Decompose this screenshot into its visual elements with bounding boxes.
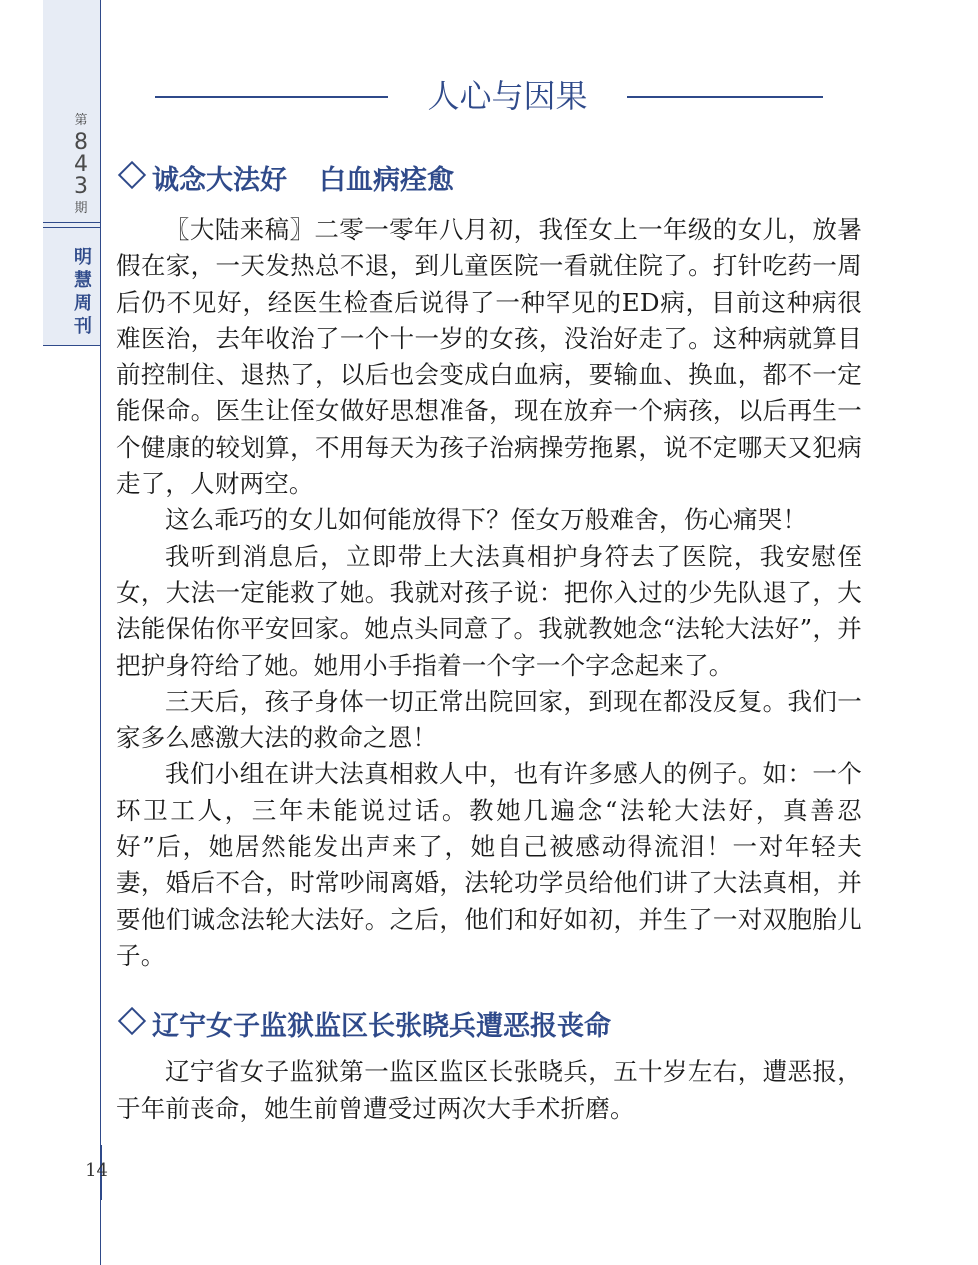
paragraph: 我们小组在讲大法真相救人中，也有许多感人的例子。如：一个环卫工人，三年未能说过话。教她几遍念“法轮大法好，真善忍好”后，她居然能发出声来了，她自己被感动得流泪！一对年轻夫妻，婚后不合，时常吵闹离婚，法轮功学员给他们讲了大法真相，并要他们诚念法轮大法好。之后，他们和好如初，并生了一对双胞胎儿子。: [116, 759, 862, 970]
issue-digit: 8: [74, 130, 88, 155]
margin-divider-bottom: [43, 345, 101, 346]
magazine-char: 周: [74, 293, 92, 314]
header-rule-left: [155, 96, 388, 98]
paragraph: 三天后，孩子身体一切正常出院回家，到现在都没反复。我们一家多么感激大法的救命之恩！: [116, 686, 862, 753]
section-title-part: 诚念大法好: [152, 165, 287, 196]
section-title-part: 白血病痊愈: [319, 165, 454, 196]
issue-prefix: 第: [74, 113, 88, 128]
paragraph: 〖大陆来稿〗二零一零年八月初，我侄女上一年级的女儿，放暑假在家，一天发热总不退，到儿童医院一看就住院了。打针吃药一周后仍不见好，经医生检查后说得了一种罕见的ED病，目前这种病很难医治，去年收治了一个十一岁的女孩，没治好走了。这种病就算目前控制住、退热了，以后也会变成白血病，要输血、换血，都不一定能保命。医生让侄女做好思想准备，现在放弃一个病孩，以后再生一个健康的较划算，不用每天为孩子治病操劳拖累，说不定哪天又犯病走了，人财两空。: [116, 215, 862, 499]
diamond-bullet-icon: [118, 161, 146, 189]
issue-digit: 3: [74, 174, 88, 199]
margin-divider-top-inner: [43, 227, 101, 228]
margin-divider-top: [43, 222, 101, 223]
header-rule-right: [627, 96, 823, 98]
diamond-bullet-icon: [118, 1007, 146, 1035]
page-number: 14: [85, 1160, 108, 1181]
issue-suffix: 期: [74, 201, 88, 216]
section-title-part: 辽宁女子监狱监区长张晓兵遭恶报丧命: [152, 1011, 611, 1043]
magazine-char: 明: [74, 247, 92, 268]
page-header: [155, 72, 823, 122]
section-title: [116, 158, 862, 204]
paragraph: 辽宁省女子监狱第一监区监区长张晓兵，五十岁左右，遭恶报，于年前丧命，她生前曾遭受过两次大手术折磨。: [116, 1057, 862, 1123]
article-body: [116, 158, 862, 1127]
magazine-char: 刊: [74, 316, 92, 337]
section-title: [116, 1004, 862, 1050]
page-title: 人心与因果: [427, 77, 588, 115]
issue-number: [43, 110, 119, 220]
magazine-char: 慧: [74, 270, 92, 291]
paragraph: 我听到消息后，立即带上大法真相护身符去了医院，我安慰侄女，大法一定能救了她。我就对孩子说：把你入过的少先队退了，大法能保佑你平安回家。她点头同意了。我就教她念“法轮大法好”，并把护身符给了她。她用小手指着一个字一个字念起来了。: [116, 541, 862, 680]
magazine-name: [43, 246, 123, 338]
issue-digit: 4: [74, 152, 88, 177]
paragraph: 这么乖巧的女儿如何能放得下？侄女万般难舍，伤心痛哭！: [165, 505, 808, 535]
